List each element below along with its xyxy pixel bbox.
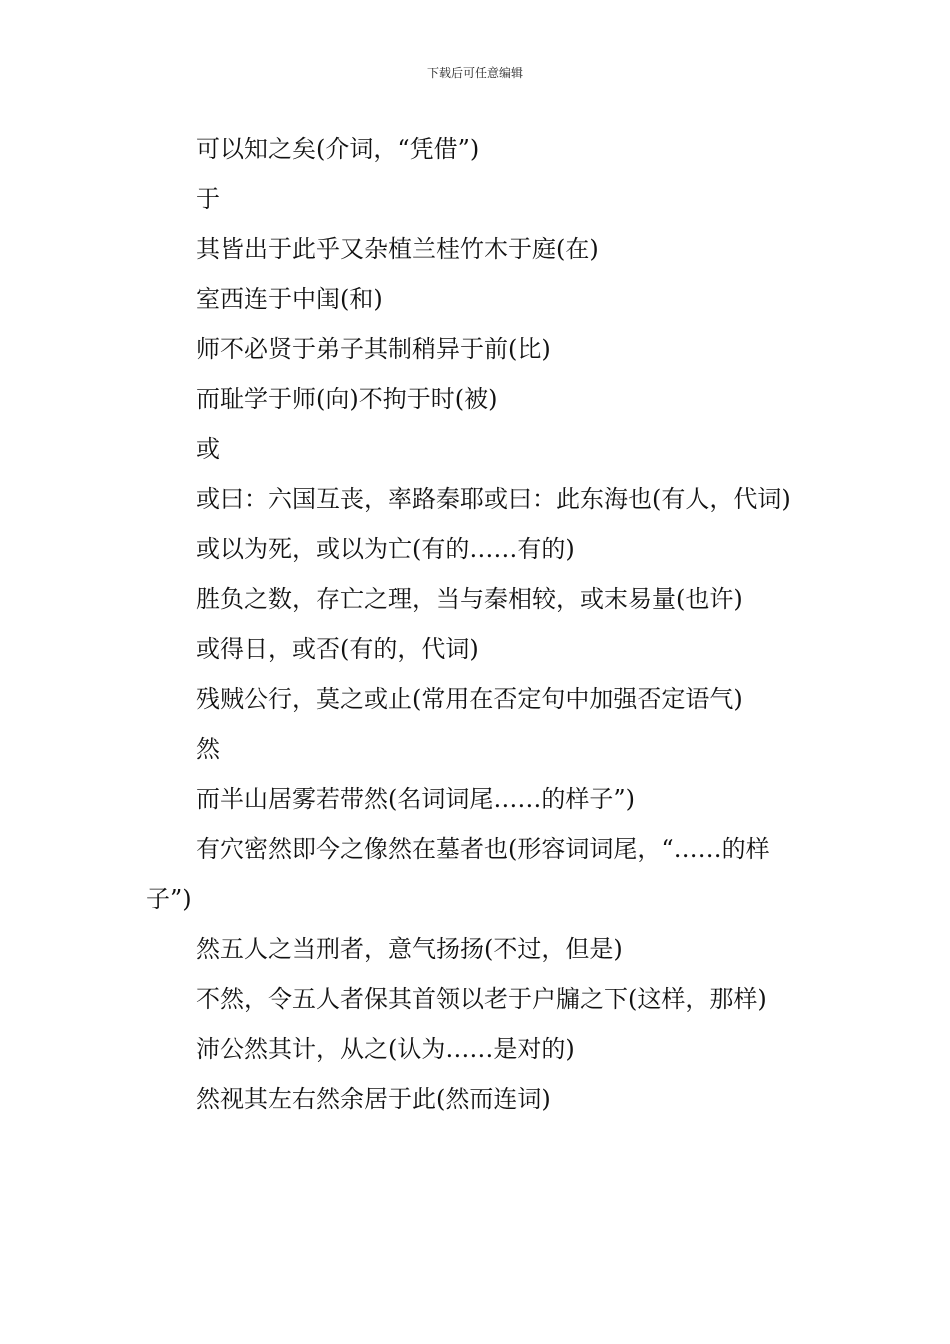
paragraph: 而耻学于师(向)不拘于时(被) [196,385,498,413]
page-header: 下载后可任意编辑 [426,66,523,80]
paragraph: 胜负之数，存亡之理，当与秦相较，或末易量(也许) [196,585,743,613]
paragraph: 不然，令五人者保其首领以老于户牖之下(这样，那样) [196,985,767,1013]
paragraph: 然五人之当刑者，意气扬扬(不过，但是) [196,935,623,963]
paragraph: 可以知之矣(介词，“凭借”) [196,135,480,163]
paragraph: 沛公然其计，从之(认为……是对的) [196,1035,575,1063]
paragraph: 或曰：六国互丧，率路秦耶或曰：此东海也(有人，代词) [196,485,791,513]
paragraph: 其皆出于此乎又杂植兰桂竹木于庭(在) [196,235,599,263]
paragraph: 师不必贤于弟子其制稍异于前(比) [196,335,551,363]
paragraph: 残贼公行，莫之或止(常用在否定句中加强否定语气) [196,685,743,713]
paragraph: 室西连于中闺(和) [196,285,383,313]
document-body [146,124,810,1124]
paragraph: 于 [196,185,220,213]
paragraph: 而半山居雾若带然(名词词尾……的样子”) [196,785,635,813]
paragraph: 或以为死，或以为亡(有的……有的) [196,535,575,563]
paragraph: 或得日，或否(有的，代词) [196,635,479,663]
paragraph: 然 [196,735,220,763]
paragraph: 然视其左右然余居于此(然而连词) [196,1085,551,1113]
paragraph: 或 [196,435,220,463]
paragraph: 有穴密然即今之像然在墓者也(形容词词尾，“……的样子”) [146,835,770,913]
